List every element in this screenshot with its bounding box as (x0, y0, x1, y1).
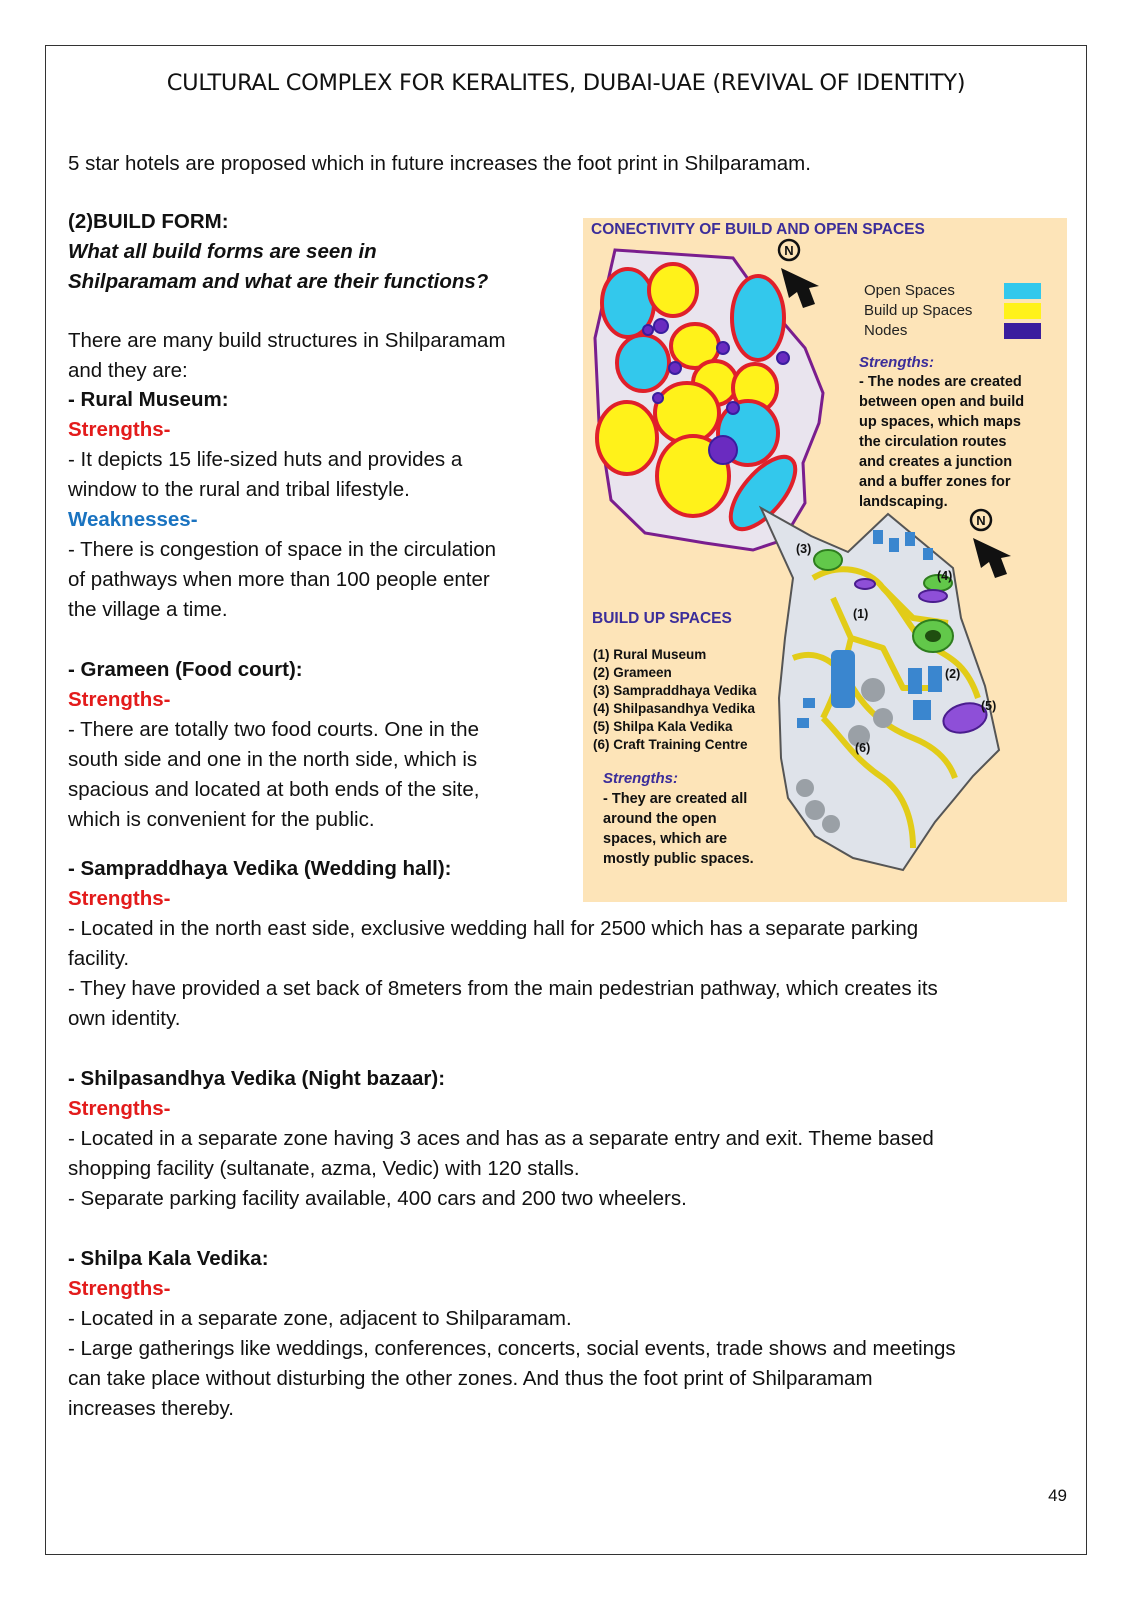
build-up-title: BUILD UP SPACES (592, 610, 732, 627)
strength-line: between open and build (859, 394, 1025, 410)
strength-line: up spaces, which maps (859, 414, 1021, 430)
strength-line: the circulation routes (859, 434, 1007, 450)
item-title: - Shilpasandhya Vedika (Night bazaar): (68, 1067, 446, 1090)
item-title: - Grameen (Food court): (68, 658, 303, 681)
item-text: - There is congestion of space in the circulation (68, 538, 497, 561)
item-text: - Located in a separate zone, adjacent to Shilparamam. (68, 1307, 572, 1330)
item-text: south side and one in the north side, which is (68, 748, 478, 771)
page-number: 49 (1048, 1486, 1067, 1505)
figure-title: CONECTIVITY OF BUILD AND OPEN SPACES (591, 221, 925, 238)
north-label: N (784, 243, 794, 258)
site-plan-diagram (583, 218, 1067, 902)
strengths-label: Strengths- (68, 887, 171, 910)
section-question: Shilparamam and what are their functions? (68, 270, 489, 293)
figure-strengths-heading: Strengths: (859, 354, 934, 371)
legend-swatch (1004, 303, 1041, 319)
item-text: - They have provided a set back of 8meters from the main pedestrian pathway, which creates its (68, 977, 938, 1000)
intro-text: 5 star hotels are proposed which in future increases the foot print in Shilparamam. (68, 152, 811, 175)
strengths-label: Strengths- (68, 1277, 171, 1300)
strengths-label: Strengths- (68, 418, 171, 441)
strengths-label: Strengths- (68, 688, 171, 711)
item-text: - There are totally two food courts. One in the (68, 718, 479, 741)
item-text: can take place without disturbing the other zones. And thus the foot print of Shilparamam (68, 1367, 873, 1390)
strength-line: landscaping. (859, 494, 948, 510)
item-title: - Sampraddhaya Vedika (Wedding hall): (68, 857, 452, 880)
strengths-label: Strengths- (68, 1097, 171, 1120)
legend-swatch (1004, 323, 1041, 339)
strength-line: and creates a junction (859, 454, 1013, 470)
item-text: facility. (68, 947, 130, 970)
plan-marker: (4) (937, 569, 953, 583)
legend-label: Build up Spaces (864, 302, 973, 319)
item-text: - Separate parking facility available, 400 cars and 200 two wheelers. (68, 1187, 687, 1210)
lead-text: and they are: (68, 359, 188, 382)
item-title: - Shilpa Kala Vedika: (68, 1247, 269, 1270)
section-question: What all build forms are seen in (68, 240, 377, 263)
item-text: - Located in a separate zone having 3 aces and has as a separate entry and exit. Theme based (68, 1127, 934, 1150)
item-text: spacious and located at both ends of the site, (68, 778, 480, 801)
figure-strengths-heading: Strengths: (603, 770, 678, 787)
build-up-item: (1) Rural Museum (593, 647, 707, 662)
plan-marker: (1) (853, 607, 869, 621)
plan-marker: (3) (796, 542, 812, 556)
strength-line: - The nodes are created (859, 374, 1022, 390)
legend-swatch (1004, 283, 1041, 299)
item-text: - It depicts 15 life-sized huts and provides a (68, 448, 463, 471)
strength-line: and a buffer zones for (859, 474, 1011, 490)
legend-label: Open Spaces (864, 282, 955, 299)
item-text: window to the rural and tribal lifestyle. (68, 478, 410, 501)
lead-text: There are many build structures in Shilparamam (68, 329, 506, 352)
plan-marker: (2) (945, 667, 961, 681)
legend-label: Nodes (864, 322, 908, 339)
item-text: shopping facility (sultanate, azma, Vedic) with 120 stalls. (68, 1157, 580, 1180)
item-text: - Large gatherings like weddings, conferences, concerts, social events, trade shows and meetings (68, 1337, 956, 1360)
build-up-item: (4) Shilpasandhya Vedika (593, 701, 756, 716)
section-heading: (2)BUILD FORM: (68, 210, 229, 233)
plan-marker: (6) (855, 741, 871, 755)
item-text: the village a time. (68, 598, 228, 621)
build-up-item: (3) Sampraddhaya Vedika (593, 683, 757, 698)
item-title: - Rural Museum: (68, 388, 229, 411)
strength-line: mostly public spaces. (603, 851, 754, 867)
strength-line: spaces, which are (603, 831, 728, 847)
build-up-item: (5) Shilpa Kala Vedika (593, 719, 733, 734)
strength-line: around the open (603, 811, 717, 827)
build-up-item: (2) Grameen (593, 665, 672, 680)
item-text: which is convenient for the public. (68, 808, 375, 831)
item-text: - Located in the north east side, exclusive wedding hall for 2500 which has a separate parking (68, 917, 919, 940)
item-text: increases thereby. (68, 1397, 234, 1420)
connectivity-figure (583, 218, 1067, 902)
strength-line: - They are created all (603, 791, 748, 807)
north-label: N (976, 513, 986, 528)
weaknesses-label: Weaknesses- (68, 508, 198, 531)
item-text: of pathways when more than 100 people enter (68, 568, 490, 591)
plan-marker: (5) (981, 699, 997, 713)
item-text: own identity. (68, 1007, 181, 1030)
page-title: CULTURAL COMPLEX FOR KERALITES, DUBAI-UAE (REVIVAL OF IDENTITY) (166, 70, 966, 96)
build-up-item: (6) Craft Training Centre (593, 737, 748, 752)
figure-strengths-text (859, 374, 1024, 510)
